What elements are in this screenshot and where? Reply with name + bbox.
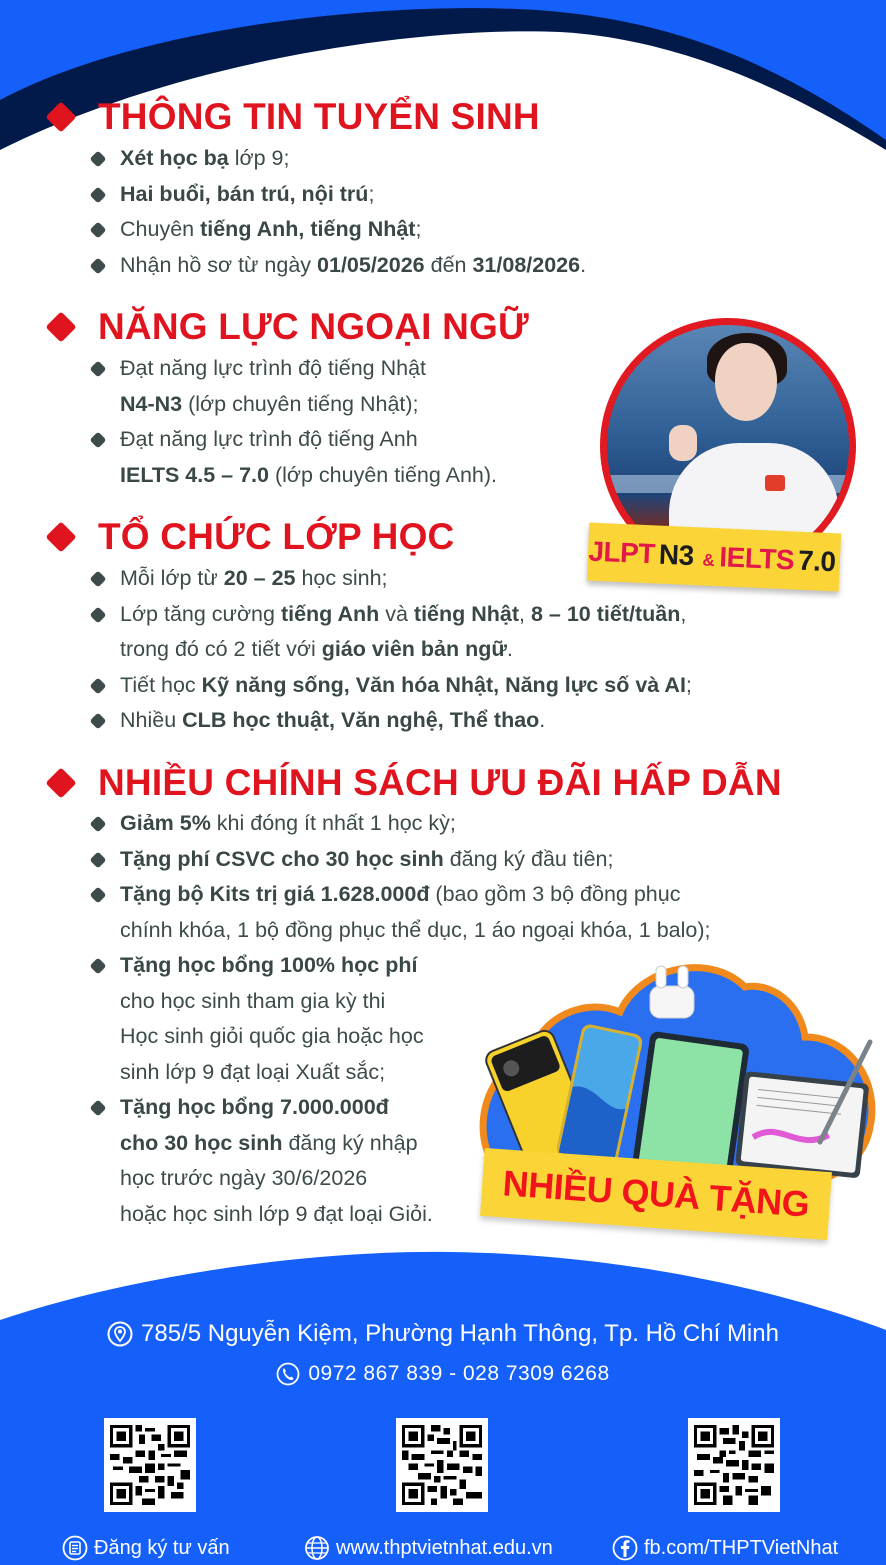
list-item: Chuyên tiếng Anh, tiếng Nhật; [90,212,586,248]
facebook-link[interactable]: fb.com/THPTVietNhat [612,1535,838,1561]
diamond-bullet-icon [90,1100,107,1117]
list-item: Giảm 5% khi đóng ít nhất 1 học kỳ; [90,806,711,842]
qr-code-registration[interactable] [104,1418,196,1512]
diamond-bullet-icon [90,713,107,730]
diamond-bullet-icon [45,311,76,342]
facebook-icon [612,1535,638,1561]
diamond-bullet-icon [90,958,107,975]
footer-address: 785/5 Nguyễn Kiệm, Phường Hạnh Thông, Tp. Hồ Chí Minh [0,1320,886,1348]
admission-info-list [90,141,586,283]
qr-code-icon [402,1424,482,1506]
list-item: Tặng phí CSVC cho 30 học sinh đăng ký đầu tiên; [90,842,711,878]
diamond-bullet-icon [90,361,107,378]
gifts-banner: NHIỀU QUÀ TẶNG [480,1148,832,1240]
qr-code-icon [694,1424,774,1506]
diamond-bullet-icon [90,887,107,904]
location-pin-icon [107,1321,133,1347]
diamond-bullet-icon [45,767,76,798]
diamond-bullet-icon [90,432,107,449]
list-item: Nhiều CLB học thuật, Văn nghệ, Thể thao. [90,703,692,739]
diamond-bullet-icon [90,851,107,868]
diamond-bullet-icon [90,571,107,588]
list-item: Đạt năng lực trình độ tiếng Anh IELTS 4.5 – 7.0 (lớp chuyên tiếng Anh). [90,422,497,493]
list-item: Tiết học Kỹ năng sống, Văn hóa Nhật, Năng lực số và AI; [90,668,692,704]
qr-code-facebook[interactable] [688,1418,780,1512]
list-item: Nhận hồ sơ từ ngày 01/05/2026 đến 31/08/2026. [90,248,586,284]
certificate-banner: JLPT N3 & IELTS 7.0 [587,523,841,592]
qr-code-website[interactable] [396,1418,488,1512]
list-item: Xét học bạ lớp 9; [90,141,586,177]
diamond-bullet-icon [90,257,107,274]
class-organization-list [90,561,692,739]
diamond-bullet-icon [90,151,107,168]
list-item: Tặng học bổng 7.000.000đ cho 30 học sinh đăng ký nhập học trước ngày 30/6/2026 hoặc học sinh lớp 9 đạt loại Giỏi. [90,1090,711,1232]
diamond-bullet-icon [90,606,107,623]
school-logo-icon [765,475,785,491]
diamond-bullet-icon [90,186,107,203]
form-icon [62,1535,88,1561]
list-item: Đạt năng lực trình độ tiếng Nhật N4-N3 (lớp chuyên tiếng Nhật); [90,351,497,422]
website-link[interactable]: www.thptvietnhat.edu.vn [304,1535,553,1561]
diamond-bullet-icon [90,677,107,694]
diamond-bullet-icon [45,101,76,132]
qr-code-icon [110,1424,190,1506]
list-item: Tặng học bổng 100% học phí cho học sinh tham gia kỳ thi Học sinh giỏi quốc gia hoặc học sinh lớp 9 đạt loại Xuất sắc; [90,948,711,1090]
list-item: Tặng bộ Kits trị giá 1.628.000đ (bao gồm 3 bộ đồng phục chính khóa, 1 bộ đồng phục thể dục, 1 áo ngoại khóa, 1 balo); [90,877,711,948]
phone-icon [276,1362,300,1386]
section-heading-language-ability: NĂNG LỰC NGOẠI NGỮ [40,306,529,348]
list-item: Hai buổi, bán trú, nội trú; [90,177,586,213]
diamond-bullet-icon [45,521,76,552]
language-ability-list [90,351,497,493]
diamond-bullet-icon [90,816,107,833]
register-consult-link[interactable]: Đăng ký tư vấn [62,1535,230,1561]
globe-icon [304,1535,330,1561]
section-heading-class-organization: TỔ CHỨC LỚP HỌC [40,516,454,558]
footer-phone: 0972 867 839 - 028 7309 6268 [0,1362,886,1386]
section-heading-admission-info: THÔNG TIN TUYỂN SINH [40,96,540,138]
list-item: Mỗi lớp từ 20 – 25 học sinh; [90,561,692,597]
section-heading-incentives: NHIỀU CHÍNH SÁCH ƯU ĐÃI HẤP DẪN [40,762,782,804]
footer-background [0,1240,886,1565]
list-item: Lớp tăng cường tiếng Anh và tiếng Nhật, 8 – 10 tiết/tuần, trong đó có 2 tiết với giáo viên bản ngữ. [90,597,692,668]
diamond-bullet-icon [90,222,107,239]
